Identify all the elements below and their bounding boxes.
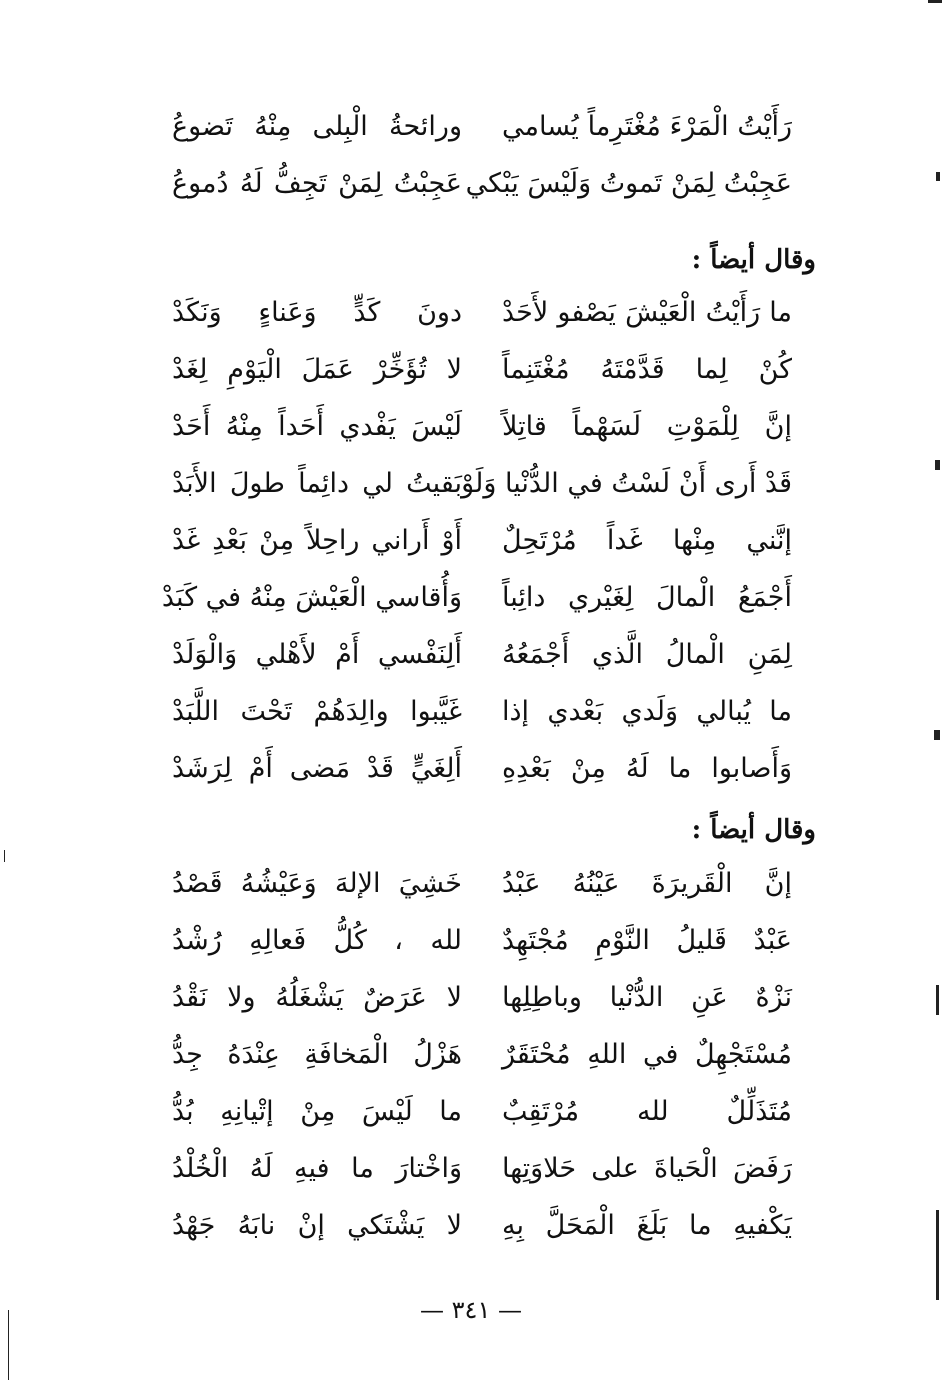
verse-second-hemistich: لا تُؤَخِّرْ عَمَلَ الْيَوْمِ لِغَدْ (172, 354, 462, 385)
verse-first-hemistich: رَأَيْتُ الْمَرْءَ مُغْتَرِماً يُسامي (502, 111, 792, 142)
verse-first-hemistich: يَكْفيهِ ما بَلَغَ الْمَحَلَّ بِهِ (502, 1210, 792, 1241)
verse-first-hemistich: وَأَصابوا ما لَهُ مِنْ بَعْدِهِ (502, 753, 792, 784)
verse-second-hemistich: لا يَشْتَكي إنْ نابَهُ جَهْدُ (172, 1210, 462, 1241)
verse-first-hemistich: إنَّني مِنْها غَداً مُرْتَحِلٌ (502, 525, 792, 556)
verse (172, 855, 792, 912)
verse-first-hemistich: مُسْتَجْهِلٌ في اللهِ مُحْتَقَرٌ (502, 1039, 792, 1070)
verse (172, 626, 792, 683)
verse-first-hemistich: عَبْدٌ قَليلُ النَّوْمِ مُجْتَهِدٌ (502, 925, 792, 956)
verse-first-hemistich: ما رَأَيْتُ الْعَيْشَ يَصْفو لأَحَدْ (502, 297, 792, 328)
verse-second-hemistich: غَيَّبوا والِدَهُمْ تَحْتَ اللَّبَدْ (172, 696, 462, 727)
verse (172, 512, 792, 569)
scan-edge-mark (936, 985, 939, 1015)
verse (161, 569, 792, 626)
verse (172, 398, 792, 455)
verse-second-hemistich: وَاخْتارَ ما فيهِ لَهُ الْخُلْدُ (172, 1153, 462, 1184)
verse (172, 740, 792, 797)
verse-first-hemistich: قَدْ أَرى أَنْ لَسْتُ في الدُّنْيا وَلَوْ (461, 468, 792, 499)
verse-second-hemistich: وَأُقاسي الْعَيْشَ مِنْهُ في كَبَدْ (161, 582, 462, 613)
verse (172, 912, 792, 969)
scan-edge-mark (936, 1210, 939, 1300)
verse (172, 284, 792, 341)
verse-second-hemistich: ما لَيْسَ مِنْ إتْيانِهِ بُدُّ (172, 1096, 462, 1127)
verse-first-hemistich: مُتَذَلِّلٌ لله مُرْتَقِبٌ (502, 1096, 792, 1127)
verse-first-hemistich: إنَّ لِلْمَوْتِ لَسَهْماً قاتِلاً (502, 411, 792, 442)
verse-second-hemistich: أَلِنَفْسي أَمْ لأَهْلي وَالْوَلَدْ (172, 639, 462, 670)
verse-first-hemistich: عَجِبْتُ لِمَنْ تَموتُ وَلَيْسَ يَبْكي (465, 168, 792, 199)
verse-second-hemistich: بَقيتُ لي دائِماً طولَ الأَبَدْ (172, 468, 462, 499)
poem-section-2 (161, 284, 792, 797)
verse-second-hemistich: لَيْسَ يَفْدي أَحَداً مِنْهُ أَحَدْ (172, 411, 462, 442)
scan-edge-mark (4, 850, 5, 862)
verse (172, 155, 792, 212)
verse (172, 1197, 792, 1254)
verse (172, 98, 792, 155)
verse-first-hemistich: كُنْ لِما قَدَّمْتَهُ مُغْتَنِماً (502, 354, 792, 385)
poem-section-3 (172, 855, 792, 1254)
verse-first-hemistich: لِمَنِ الْمالُ الَّذي أَجْمَعُهُ (502, 639, 792, 670)
section-heading: وقال أيضاً : (691, 245, 816, 275)
scan-edge-mark (8, 1310, 9, 1380)
scan-edge-mark (935, 460, 940, 470)
verse-second-hemistich: عَجِبْتُ لِمَنْ تَجِفُّ لَهُ دُموعُ (172, 168, 462, 199)
verse (172, 1026, 792, 1083)
scan-edge-mark (934, 730, 940, 740)
opening-poem (172, 98, 792, 212)
verse-second-hemistich: أَلِغَيٍّ قَدْ مَضى أَمْ لِرَشَدْ (172, 753, 462, 784)
verse-second-hemistich: لا عَرَضٌ يَشْغَلُهُ ولا نَقْدُ (172, 982, 462, 1013)
verse (172, 1083, 792, 1140)
verse-first-hemistich: نَزْهٌ عَنِ الدُّنْيا وباطِلِها (502, 982, 792, 1013)
verse-second-hemistich: ورائحةُ الْبِلى مِنْهُ تَضوعُ (172, 111, 462, 142)
page-number: — ٣٤١ — (420, 1296, 522, 1324)
section-heading: وقال أيضاً : (691, 815, 816, 845)
verse (172, 1140, 792, 1197)
verse-second-hemistich: هَزْلُ الْمَخافَةِ عِنْدَهُ جِدُّ (172, 1039, 462, 1070)
verse-first-hemistich: أَجْمَعُ الْمالَ لِغَيْري دائِباً (502, 582, 792, 613)
verse-second-hemistich: لله ، كُلُّ فَعالِهِ رُشْدُ (172, 925, 462, 956)
scan-edge-mark (936, 172, 940, 181)
verse-second-hemistich: دونَ كَدٍّ وَعَناءٍ وَنَكَدْ (172, 297, 462, 328)
scan-edge-mark (928, 0, 942, 3)
verse-second-hemistich: أَوْ أَراني راحِلاً مِنْ بَعْدِ غَدْ (172, 525, 462, 556)
verse (172, 341, 792, 398)
verse (172, 455, 792, 512)
verse-first-hemistich: إنَّ الْقَريرَةَ عَيْنُهُ عَبْدُ (502, 868, 792, 899)
verse-first-hemistich: ما يُبالي وَلَدي بَعْدي إذا (502, 696, 792, 727)
verse (172, 969, 792, 1026)
verse (172, 683, 792, 740)
verse-second-hemistich: خَشِيَ الإلهَ وَعَيْشُهُ قَصْدُ (172, 868, 462, 899)
verse-first-hemistich: رَفَضَ الْحَياةَ على حَلاوَتِها (502, 1153, 792, 1184)
